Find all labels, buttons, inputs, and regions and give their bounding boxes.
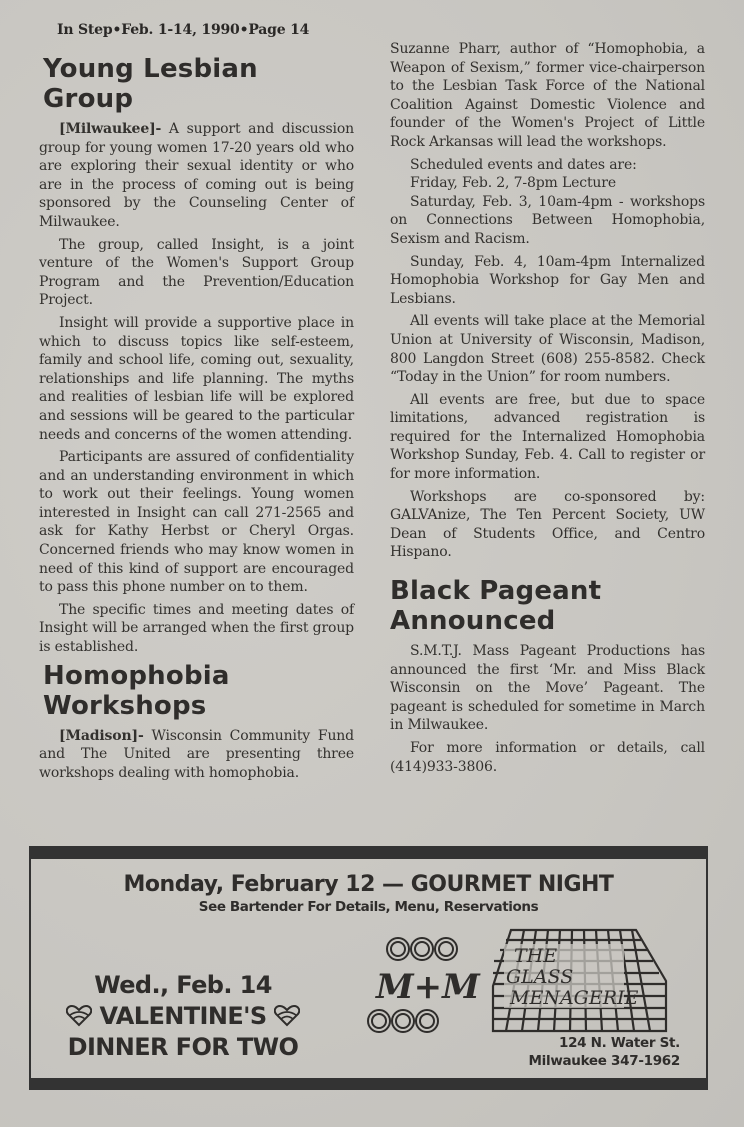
logo-monogram: M+M (376, 967, 480, 1007)
paragraph: The specific times and meeting dates of Insight will be arranged when the first group is established. (39, 601, 354, 656)
paragraph: All events will take place at the Memorial Union at University of Wisconsin, Madison, 800 Langdon Street (608) 255-8582. Check “Today in the Union” for room numbers. (390, 313, 705, 386)
ad-address (529, 1034, 680, 1070)
headline: Black Pageant Announced (390, 576, 602, 637)
logo-name-the: THE (514, 945, 558, 967)
headline: Homophobia Workshops (43, 660, 230, 721)
article-young-lesbian-group (39, 54, 354, 657)
schedule-intro: Scheduled events and dates are: (410, 156, 637, 173)
paragraph: All events are free, but due to space limitations, advanced registration is required for the Internalized Homophobia Workshop Sunday, Feb. 4. Call to register or for more information. (390, 391, 705, 483)
valentine-promo (53, 970, 313, 1063)
schedule-item: Saturday, Feb. 3, 10am-4pm - workshops on Connections Between Homophobia, Sexism and Racism. (390, 193, 705, 247)
address-street: 124 N. Water St. (559, 1035, 680, 1051)
left-column (39, 54, 354, 786)
logo-name-menagerie: MENAGERIE (510, 987, 639, 1009)
paragraph: Insight will provide a supportive place in which to discuss topics like self-esteem, family and school life, coming out, sexuality, relationships and life planning. The myths and realities of lesbian life will be explored and sessions will be geared to the particular needs and concerns of the women attending. (39, 314, 354, 443)
article-black-pageant (390, 576, 705, 776)
paragraph: [Madison]- Wisconsin Community Fund and The United are presenting three workshops dealing with homophobia. (39, 727, 354, 781)
ad-title: Monday, February 12 — GOURMET NIGHT (123, 872, 614, 897)
ad-border-bar-top (31, 846, 706, 859)
glass-menagerie-logo (336, 916, 676, 1046)
running-head: In Step•Feb. 1-14, 1990•Page 14 (57, 22, 310, 38)
article-homophobia-workshops (39, 661, 354, 783)
paragraph: For more information or details, call (414)933-3806. (390, 740, 705, 775)
valentine-label: VALENTINE'S (99, 1002, 267, 1030)
heart-icon (66, 1005, 92, 1027)
ad-border-bar-bottom (31, 1078, 706, 1090)
logo-name-glass: GLASS (506, 966, 574, 988)
right-column (390, 40, 705, 780)
paragraph: The group, called Insight, is a joint venture of the Women's Support Group Program and the Prevention/Education Project. (39, 236, 354, 309)
ad-subtitle: See Bartender For Details, Menu, Reservations (198, 899, 539, 915)
address-city-phone: Milwaukee 347-1962 (528, 1053, 680, 1069)
paragraph: Workshops are co-sponsored by: GALVAnize, The Ten Percent Society, UW Dean of Students Office, and Centro Hispano. (390, 488, 705, 561)
dateline: [Madison]- (59, 727, 144, 744)
valentine-dinner: DINNER FOR TWO (67, 1033, 299, 1061)
valentine-date: Wed., Feb. 14 (94, 971, 272, 999)
heart-icon (274, 1005, 300, 1027)
paragraph: Suzanne Pharr, author of “Homophobia, a Weapon of Sexism,” former vice-chairperson to the Lesbian Task Force of the National Coalition Against Domestic Violence and founder of the Women's Project of Little Rock Arkansas will lead the workshops. (390, 41, 705, 150)
schedule-item: Friday, Feb. 2, 7-8pm Lecture (410, 175, 616, 192)
headline: Young Lesbian Group (43, 54, 258, 114)
schedule-item: Sunday, Feb. 4, 10am-4pm Internalized Homophobia Workshop for Gay Men and Lesbians. (390, 253, 705, 307)
dateline: [Milwaukee]- (59, 121, 162, 137)
paragraph: [Milwaukee]- A support and discussion group for young women 17-20 years old who are exploring their sexual identity or who are in the process of coming out is being sponsored by the Counseling Center of Milwaukee. (39, 121, 354, 230)
valentine-title-row (53, 1001, 313, 1032)
glass-menagerie-advertisement (29, 846, 708, 1090)
paragraph: Participants are assured of confidentiality and an understanding environment in which to work out their feelings. Young women interested in Insight can call 271-2565 and ask for Kathy Herbst or Cheryl Orgas. Concerned friends who may know women in need of this kind of support are encouraged to pass this phone number on to them. (39, 449, 354, 596)
article-homophobia-workshops-continued (390, 40, 705, 562)
paragraph: S.M.T.J. Mass Pageant Productions has announced the first ‘Mr. and Miss Black Wisconsin on the Move’ Pageant. The pageant is scheduled for sometime in March in Milwaukee. (390, 643, 705, 734)
